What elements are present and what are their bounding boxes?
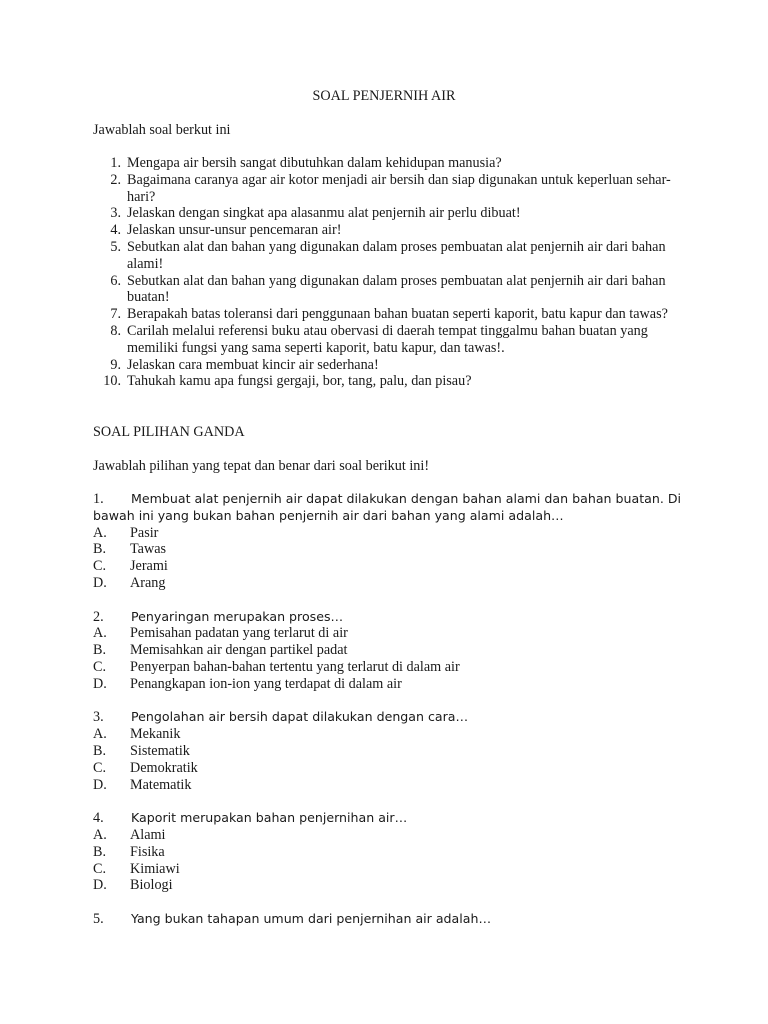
- question-number: 7.: [110, 306, 121, 323]
- answer-option: [93, 844, 683, 861]
- question-text: Jelaskan cara membuat kincir air sederhana!: [127, 356, 379, 373]
- option-text: Mekanik: [130, 726, 181, 743]
- essay-question-list: [93, 155, 683, 390]
- option-letter: D.: [93, 675, 107, 692]
- essay-question: [93, 239, 683, 273]
- multiple-choice-question: [93, 911, 683, 928]
- answer-option: [93, 877, 683, 894]
- question-text: Jelaskan dengan singkat apa alasanmu alat penjernih air perlu dibuat!: [127, 205, 521, 222]
- option-letter: A.: [93, 826, 107, 843]
- option-letter: D.: [93, 776, 107, 793]
- option-letter: B.: [93, 742, 107, 759]
- essay-question: [93, 306, 683, 323]
- option-text: Pemisahan padatan yang terlarut di air: [130, 625, 348, 642]
- essay-question: [93, 155, 683, 172]
- question-number: 5.: [93, 910, 104, 927]
- essay-question: [93, 273, 683, 307]
- option-letter: B.: [93, 541, 107, 558]
- question-text: Sebutkan alat dan bahan yang digunakan dalam proses pembuatan alat penjernih air dari bahan alami!: [127, 238, 666, 272]
- option-letter: B.: [93, 843, 107, 860]
- essay-question: [93, 172, 683, 206]
- answer-option: [93, 642, 683, 659]
- option-letter: B.: [93, 642, 107, 659]
- answer-option: [93, 625, 683, 642]
- option-text: Pasir: [130, 524, 159, 541]
- question-number: 4.: [93, 810, 104, 827]
- question-text: Sebutkan alat dan bahan yang digunakan dalam proses pembuatan alat penjernih air dari bahan buatan!: [127, 272, 666, 306]
- question-stem: [93, 911, 683, 928]
- essay-instruction: Jawablah soal berkut ini: [93, 122, 231, 138]
- option-letter: C.: [93, 860, 107, 877]
- section-title-multiple-choice: SOAL PILIHAN GANDA: [93, 424, 245, 440]
- option-letter: D.: [93, 877, 107, 894]
- question-text: Tahukah kamu apa fungsi gergaji, bor, tang, palu, dan pisau?: [127, 373, 472, 390]
- question-text: Membuat alat penjernih air dapat dilakukan dengan bahan alami dan bahan buatan. Di bawah ini yang bukan bahan penjernih air dari bahan yang alami adalah…: [93, 491, 682, 523]
- question-number: 9.: [110, 356, 121, 373]
- question-text: Yang bukan tahapan umum dari penjernihan air adalah…: [131, 910, 492, 926]
- essay-question: [93, 357, 683, 374]
- option-text: Fisika: [130, 843, 165, 860]
- question-text: Bagaimana caranya agar air kotor menjadi air bersih dan siap digunakan untuk keperluan sehar-hari?: [127, 171, 671, 205]
- option-text: Penyerpan bahan-bahan tertentu yang terlarut di dalam air: [130, 658, 460, 675]
- question-text: Mengapa air bersih sangat dibutuhkan dalam kehidupan manusia?: [127, 155, 502, 171]
- option-text: Tawas: [130, 541, 167, 558]
- essay-question: [93, 222, 683, 239]
- multiple-choice-question: [93, 491, 683, 592]
- multiple-choice-question: [93, 709, 683, 793]
- question-text: Berapakah batas toleransi dari penggunaan bahan buatan seperti kaporit, batu kapur dan tawas?: [127, 306, 668, 323]
- answer-option: [93, 861, 683, 878]
- answer-option: [93, 743, 683, 760]
- option-text: Penangkapan ion-ion yang terdapat di dalam air: [130, 675, 402, 692]
- question-number: 8.: [110, 322, 121, 339]
- answer-option: [93, 777, 683, 794]
- answer-option: [93, 558, 683, 575]
- answer-option: [93, 541, 683, 558]
- answer-option: [93, 659, 683, 676]
- question-text: Jelaskan unsur-unsur pencemaran air!: [127, 222, 342, 239]
- question-number: 1.: [93, 491, 104, 507]
- option-letter: A.: [93, 726, 107, 743]
- question-text: Carilah melalui referensi buku atau obervasi di daerah tempat tinggalmu bahan buatan yang memiliki fungsi yang sama seperti kaporit, batu kapur, dan tawas!.: [127, 322, 648, 356]
- answer-option: [93, 726, 683, 743]
- option-text: Arang: [130, 574, 166, 591]
- question-stem: [93, 709, 683, 726]
- option-text: Jerami: [130, 558, 168, 575]
- option-letter: A.: [93, 524, 107, 541]
- question-number: 2.: [93, 608, 104, 625]
- question-number: 5.: [110, 238, 121, 255]
- option-letter: A.: [93, 625, 107, 642]
- option-text: Sistematik: [130, 742, 190, 759]
- multiple-choice-list: [93, 491, 683, 945]
- option-text: Kimiawi: [130, 860, 180, 877]
- question-number: 3.: [110, 205, 121, 222]
- option-text: Matematik: [130, 776, 192, 793]
- option-text: Alami: [130, 826, 166, 843]
- answer-option: [93, 827, 683, 844]
- question-number: 10.: [103, 373, 121, 390]
- answer-option: [93, 575, 683, 592]
- question-number: 4.: [110, 222, 121, 239]
- question-text: Penyaringan merupakan proses…: [131, 608, 344, 624]
- option-text: Biologi: [130, 877, 173, 894]
- essay-question: [93, 205, 683, 222]
- question-text: Kaporit merupakan bahan penjernihan air…: [131, 810, 408, 826]
- multiple-choice-instruction: Jawablah pilihan yang tepat dan benar dari soal berikut ini!: [93, 458, 430, 474]
- question-text: Pengolahan air bersih dapat dilakukan dengan cara…: [131, 709, 469, 725]
- option-letter: D.: [93, 574, 107, 591]
- multiple-choice-question: [93, 810, 683, 894]
- essay-question: [93, 373, 683, 390]
- answer-option: [93, 525, 683, 542]
- page-title: SOAL PENJERNIH AIR: [312, 88, 456, 104]
- question-stem: [93, 810, 683, 827]
- question-number: 3.: [93, 709, 104, 726]
- option-letter: C.: [93, 759, 107, 776]
- option-text: Memisahkan air dengan partikel padat: [130, 642, 348, 659]
- multiple-choice-question: [93, 609, 683, 693]
- option-letter: C.: [93, 658, 107, 675]
- question-stem: [93, 609, 683, 626]
- question-number: 2.: [110, 171, 121, 188]
- question-number: 6.: [110, 272, 121, 289]
- answer-option: [93, 760, 683, 777]
- question-number: 1.: [110, 155, 121, 171]
- question-stem: [93, 491, 683, 525]
- essay-question: [93, 323, 683, 357]
- option-text: Demokratik: [130, 759, 198, 776]
- answer-option: [93, 676, 683, 693]
- option-letter: C.: [93, 558, 107, 575]
